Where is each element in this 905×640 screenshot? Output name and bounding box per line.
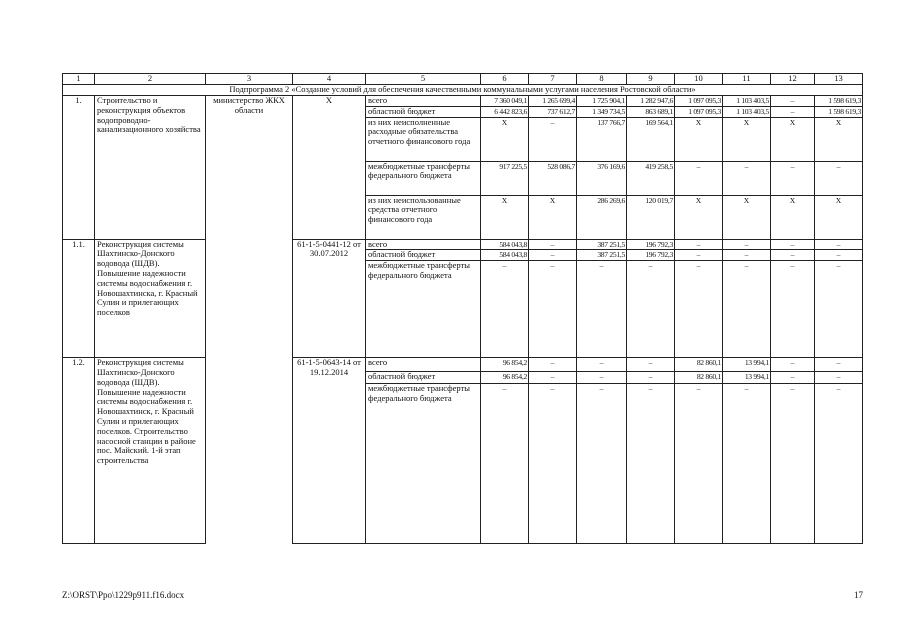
amount-cell: – (627, 372, 675, 384)
funding-source: из них неиспользованные средства отчетного финансового года (366, 195, 481, 239)
table-row (63, 358, 863, 372)
amount-cell: – (577, 384, 627, 544)
amount-cell: 7 360 049,1 (481, 96, 529, 107)
column-header-8: 8 (577, 74, 627, 85)
amount-cell: – (815, 261, 863, 358)
file-path: Z:\ORST\Ppo\1229p911.f16.docx (62, 590, 185, 600)
funding-source: межбюджетные трансферты федерального бюджета (366, 384, 481, 544)
executor: министерство ЖКХ области (206, 96, 293, 240)
amount-cell: X (529, 195, 577, 239)
amount-cell: 196 792,3 (627, 250, 675, 261)
amount-cell: – (723, 239, 771, 250)
column-header-11: 11 (723, 74, 771, 85)
amount-cell: 96 854,2 (481, 372, 529, 384)
amount-cell: – (577, 372, 627, 384)
column-header-4: 4 (293, 74, 366, 85)
table-row (63, 96, 863, 107)
column-header-3: 3 (206, 74, 293, 85)
amount-cell: 1 097 095,3 (675, 106, 723, 117)
amount-cell: 82 860,1 (675, 372, 723, 384)
page-number: 17 (854, 590, 863, 600)
amount-cell: – (771, 358, 815, 372)
amount-cell: – (529, 372, 577, 384)
amount-cell: 1 103 403,5 (723, 106, 771, 117)
subprogram-row (63, 85, 863, 96)
amount-cell: – (675, 261, 723, 358)
measure-name: Реконструкция системы Шахтинско-Донского водовода (ШДВ). Повышение надежности системы водоснабжения г. Новошахтинска, г. Красный Сулин и прилегающих поселков (95, 239, 206, 358)
amount-cell: – (627, 358, 675, 372)
amount-cell: 286 269,6 (577, 195, 627, 239)
amount-cell: 917 225,5 (481, 161, 529, 195)
column-header-12: 12 (771, 74, 815, 85)
amount-cell: – (577, 261, 627, 358)
amount-cell: – (723, 250, 771, 261)
amount-cell: – (815, 372, 863, 384)
amount-cell: 419 258,5 (627, 161, 675, 195)
table-row (63, 239, 863, 250)
funding-source: всего (366, 96, 481, 107)
budget-table (62, 73, 863, 544)
funding-source: всего (366, 358, 481, 372)
amount-cell: X (675, 195, 723, 239)
amount-cell: 528 086,7 (529, 161, 577, 195)
amount-cell: 737 612,7 (529, 106, 577, 117)
amount-cell: – (481, 384, 529, 544)
amount-cell: – (723, 261, 771, 358)
row-number: 1. (63, 96, 95, 240)
amount-cell: 584 043,8 (481, 239, 529, 250)
column-header-13: 13 (815, 74, 863, 85)
column-number-row (63, 74, 863, 85)
amount-cell: 169 564,1 (627, 117, 675, 161)
amount-cell: 387 251,5 (577, 250, 627, 261)
column-header-7: 7 (529, 74, 577, 85)
amount-cell: – (627, 261, 675, 358)
amount-cell: 82 860,1 (675, 358, 723, 372)
amount-cell: X (771, 195, 815, 239)
amount-cell: – (815, 239, 863, 250)
amount-cell: – (815, 161, 863, 195)
amount-cell: X (481, 195, 529, 239)
amount-cell: X (815, 117, 863, 161)
measure-name: Строительство и реконструкция объектов водопроводно-канализационного хозяйства (95, 96, 206, 240)
amount-cell: X (771, 117, 815, 161)
amount-cell: – (675, 250, 723, 261)
column-header-5: 5 (366, 74, 481, 85)
amount-cell: – (529, 117, 577, 161)
amount-cell: 1 349 734,5 (577, 106, 627, 117)
funding-source: областной бюджет (366, 250, 481, 261)
amount-cell: – (771, 372, 815, 384)
amount-cell: X (723, 117, 771, 161)
row-number: 1.1. (63, 239, 95, 358)
amount-cell: – (529, 358, 577, 372)
amount-cell: 120 019,7 (627, 195, 675, 239)
subprogram-title: Подпрограмма 2 «Создание условий для обеспечения качественными коммунальными услугами населения Ростовской области» (63, 85, 863, 96)
amount-cell: – (529, 250, 577, 261)
amount-cell: – (627, 384, 675, 544)
measure-name: Реконструкция системы Шахтинско-Донского водовода (ШДВ). Повышение надежности системы водоснабжения г. Новошахтинск, г. Красный Сулин и прилегающих поселков. Строительство насосной станции в районе пос. Майский. 1-й этап строительства (95, 358, 206, 544)
column-header-9: 9 (627, 74, 675, 85)
amount-cell: 6 442 823,6 (481, 106, 529, 117)
amount-cell: – (771, 261, 815, 358)
column-header-10: 10 (675, 74, 723, 85)
amount-cell: – (675, 239, 723, 250)
amount-cell: – (771, 384, 815, 544)
amount-cell: – (771, 96, 815, 107)
column-header-1: 1 (63, 74, 95, 85)
amount-cell: 376 169,6 (577, 161, 627, 195)
column-header-6: 6 (481, 74, 529, 85)
amount-cell: – (771, 106, 815, 117)
amount-cell: – (529, 239, 577, 250)
amount-cell: X (481, 117, 529, 161)
funding-source: межбюджетные трансферты федерального бюджета (366, 261, 481, 358)
amount-cell: – (815, 384, 863, 544)
contract-number: 61-1-5-0441-12 от 30.07.2012 (293, 239, 366, 358)
amount-cell: – (771, 161, 815, 195)
funding-source: областной бюджет (366, 372, 481, 384)
column-header-2: 2 (95, 74, 206, 85)
row-number: 1.2. (63, 358, 95, 544)
amount-cell: – (529, 384, 577, 544)
amount-cell: 13 994,1 (723, 372, 771, 384)
amount-cell: – (723, 384, 771, 544)
amount-cell: X (723, 195, 771, 239)
amount-cell: 1 097 095,3 (675, 96, 723, 107)
amount-cell: – (771, 239, 815, 250)
amount-cell: 863 689,1 (627, 106, 675, 117)
amount-cell: – (815, 358, 863, 372)
amount-cell: – (815, 250, 863, 261)
table-body (63, 96, 863, 544)
amount-cell: – (529, 261, 577, 358)
amount-cell: 1 103 403,5 (723, 96, 771, 107)
contract-number: X (293, 96, 366, 240)
executor (206, 358, 293, 544)
amount-cell: – (481, 261, 529, 358)
amount-cell: – (675, 384, 723, 544)
contract-number: 61-1-5-0643-14 от 19.12.2014 (293, 358, 366, 544)
amount-cell: 1 598 619,3 (815, 96, 863, 107)
amount-cell: – (723, 161, 771, 195)
amount-cell: – (675, 161, 723, 195)
funding-source: межбюджетные трансферты федерального бюджета (366, 161, 481, 195)
amount-cell: 96 854,2 (481, 358, 529, 372)
funding-source: из них неисполненные расходные обязательства отчетного финансового года (366, 117, 481, 161)
funding-source: всего (366, 239, 481, 250)
amount-cell: 1 725 904,1 (577, 96, 627, 107)
amount-cell: X (815, 195, 863, 239)
amount-cell: 584 043,8 (481, 250, 529, 261)
amount-cell: 1 282 947,6 (627, 96, 675, 107)
amount-cell: – (577, 358, 627, 372)
amount-cell: X (675, 117, 723, 161)
amount-cell: 1 598 619,3 (815, 106, 863, 117)
amount-cell: 13 994,1 (723, 358, 771, 372)
document-table-container (62, 73, 863, 544)
amount-cell: – (771, 250, 815, 261)
amount-cell: 137 766,7 (577, 117, 627, 161)
amount-cell: 387 251,5 (577, 239, 627, 250)
amount-cell: 1 265 699,4 (529, 96, 577, 107)
funding-source: областной бюджет (366, 106, 481, 117)
amount-cell: 196 792,3 (627, 239, 675, 250)
executor (206, 239, 293, 358)
